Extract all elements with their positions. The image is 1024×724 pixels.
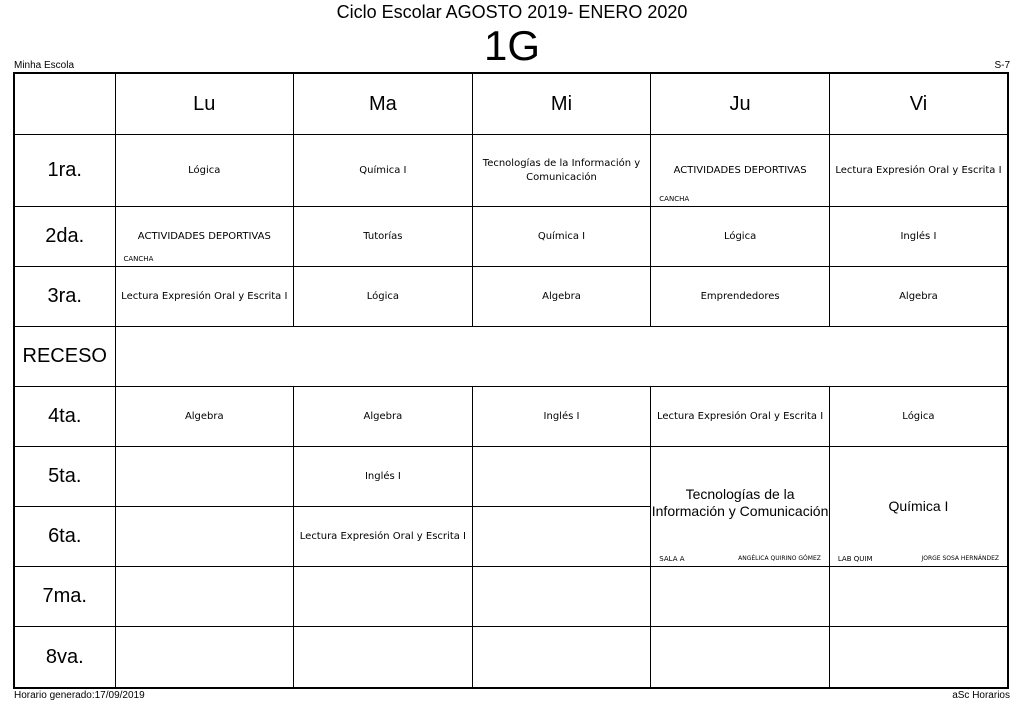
lesson-cell-p2-vi <box>829 207 1008 267</box>
period-row-1 <box>14 135 1008 207</box>
subject: ACTIVIDADES DEPORTIVAS <box>673 164 807 176</box>
period-label: 6ta. <box>14 507 115 567</box>
lesson-cell-p8-vi <box>829 627 1008 688</box>
classroom-code: S-7 <box>994 60 1010 71</box>
timetable <box>13 72 1009 689</box>
period-row-4 <box>14 387 1008 447</box>
group-name: 1G <box>483 22 541 69</box>
period-label: 8va. <box>14 627 115 688</box>
lesson-cell-p8-lu <box>115 627 294 688</box>
subject: Química I <box>888 498 949 515</box>
period-label: 4ta. <box>14 387 115 447</box>
day-header-mi: Mi <box>472 73 651 135</box>
lesson-cell-p3-ju <box>651 267 830 327</box>
lesson-cell-p4-mi <box>472 387 651 447</box>
generated-date: Horario generado:17/09/2019 <box>14 690 145 701</box>
header-row <box>14 73 1008 135</box>
lesson-cell-p1-lu <box>115 135 294 207</box>
recess-row <box>14 327 1008 387</box>
lesson-cell-p6-ma <box>294 507 473 567</box>
lesson-cell-p5-ju <box>651 447 830 567</box>
period-label: 7ma. <box>14 567 115 627</box>
period-row-2 <box>14 207 1008 267</box>
day-header-ju: Ju <box>651 73 830 135</box>
lesson-cell-p8-ma <box>294 627 473 688</box>
subject: Algebra <box>363 410 403 422</box>
lesson-cell-p2-mi <box>472 207 651 267</box>
lesson-cell-p7-vi <box>829 567 1008 627</box>
lesson-cell-p5-mi <box>472 447 651 507</box>
lesson-cell-p6-lu <box>115 507 294 567</box>
teacher-label: ANGÉLICA QUIRINO GÓMEZ <box>738 555 821 563</box>
lesson-cell-p3-ma <box>294 267 473 327</box>
period-label: 3ra. <box>14 267 115 327</box>
lesson-cell-p3-mi <box>472 267 651 327</box>
subject: Emprendedores <box>700 290 780 302</box>
lesson-cell-p2-lu <box>115 207 294 267</box>
subject: Lógica <box>188 164 221 176</box>
subject: Inglés I <box>364 470 401 482</box>
lesson-cell-p1-mi <box>472 135 651 207</box>
lesson-cell-p7-ma <box>294 567 473 627</box>
corner-cell <box>14 73 115 135</box>
period-label: RECESO <box>14 327 115 387</box>
day-header-vi: Vi <box>829 73 1008 135</box>
subject: Algebra <box>184 410 224 422</box>
lesson-cell-p8-mi <box>472 627 651 688</box>
period-row-5 <box>14 447 1008 507</box>
lesson-cell-p4-lu <box>115 387 294 447</box>
subject: Tutorías <box>363 230 403 242</box>
teacher-label: JORGE SOSA HERNÁNDEZ <box>921 555 999 563</box>
lesson-cell-p1-ju <box>651 135 830 207</box>
lesson-cell-p1-ma <box>294 135 473 207</box>
subject: Algebra <box>542 290 581 302</box>
period-row-7 <box>14 567 1008 627</box>
room-label: CANCHA <box>659 195 690 204</box>
subject: Lógica <box>723 230 757 242</box>
subject: Algebra <box>899 290 938 302</box>
room-label: LAB QUIM <box>837 555 873 564</box>
subject: Lógica <box>902 410 935 422</box>
subject: Inglés I <box>543 410 580 422</box>
lesson-cell-p3-vi <box>829 267 1008 327</box>
room-label: CANCHA <box>123 255 154 264</box>
period-row-3 <box>14 267 1008 327</box>
subject: Tecnologías de la Información y Comunicación <box>482 157 641 183</box>
period-label: 5ta. <box>14 447 115 507</box>
lesson-cell-p1-vi <box>829 135 1008 207</box>
lesson-cell-p3-lu <box>115 267 294 327</box>
subject: ACTIVIDADES DEPORTIVAS <box>137 230 271 242</box>
period-label: 1ra. <box>14 135 115 207</box>
schedule-title: Ciclo Escolar AGOSTO 2019- ENERO 2020 <box>336 2 688 22</box>
lesson-cell-p4-ma <box>294 387 473 447</box>
subject: Química I <box>537 230 586 242</box>
room-label: SALA A <box>659 555 685 564</box>
period-row-8 <box>14 627 1008 688</box>
lesson-cell-p7-ju <box>651 567 830 627</box>
school-name: Minha Escola <box>14 60 75 71</box>
lesson-cell-p4-vi <box>829 387 1008 447</box>
lesson-cell-p2-ma <box>294 207 473 267</box>
lesson-cell-p5-ma <box>294 447 473 507</box>
subject: Lógica <box>366 290 400 302</box>
subject: Lectura Expresión Oral y Escrita I <box>121 290 288 302</box>
day-header-lu: Lu <box>115 73 294 135</box>
subject: Química I <box>359 164 407 176</box>
subject: Lectura Expresión Oral y Escrita I <box>656 410 824 422</box>
subject: Lectura Expresión Oral y Escrita I <box>299 530 466 542</box>
lesson-cell-p5-lu <box>115 447 294 507</box>
lesson-cell-p5-vi <box>829 447 1008 567</box>
subject: Inglés I <box>900 230 937 242</box>
lesson-cell-p7-lu <box>115 567 294 627</box>
subject: Lectura Expresión Oral y Escrita I <box>835 164 1002 176</box>
lesson-cell-p4-ju <box>651 387 830 447</box>
subject: Tecnologías de la Información y Comunicación <box>651 485 829 519</box>
lesson-cell-p2-ju <box>651 207 830 267</box>
lesson-cell-p6-mi <box>472 507 651 567</box>
software-brand: aSc Horarios <box>952 690 1010 701</box>
lesson-cell-p7-mi <box>472 567 651 627</box>
day-header-ma: Ma <box>294 73 473 135</box>
recess-cell <box>115 327 1008 387</box>
lesson-cell-p8-ju <box>651 627 830 688</box>
period-label: 2da. <box>14 207 115 267</box>
